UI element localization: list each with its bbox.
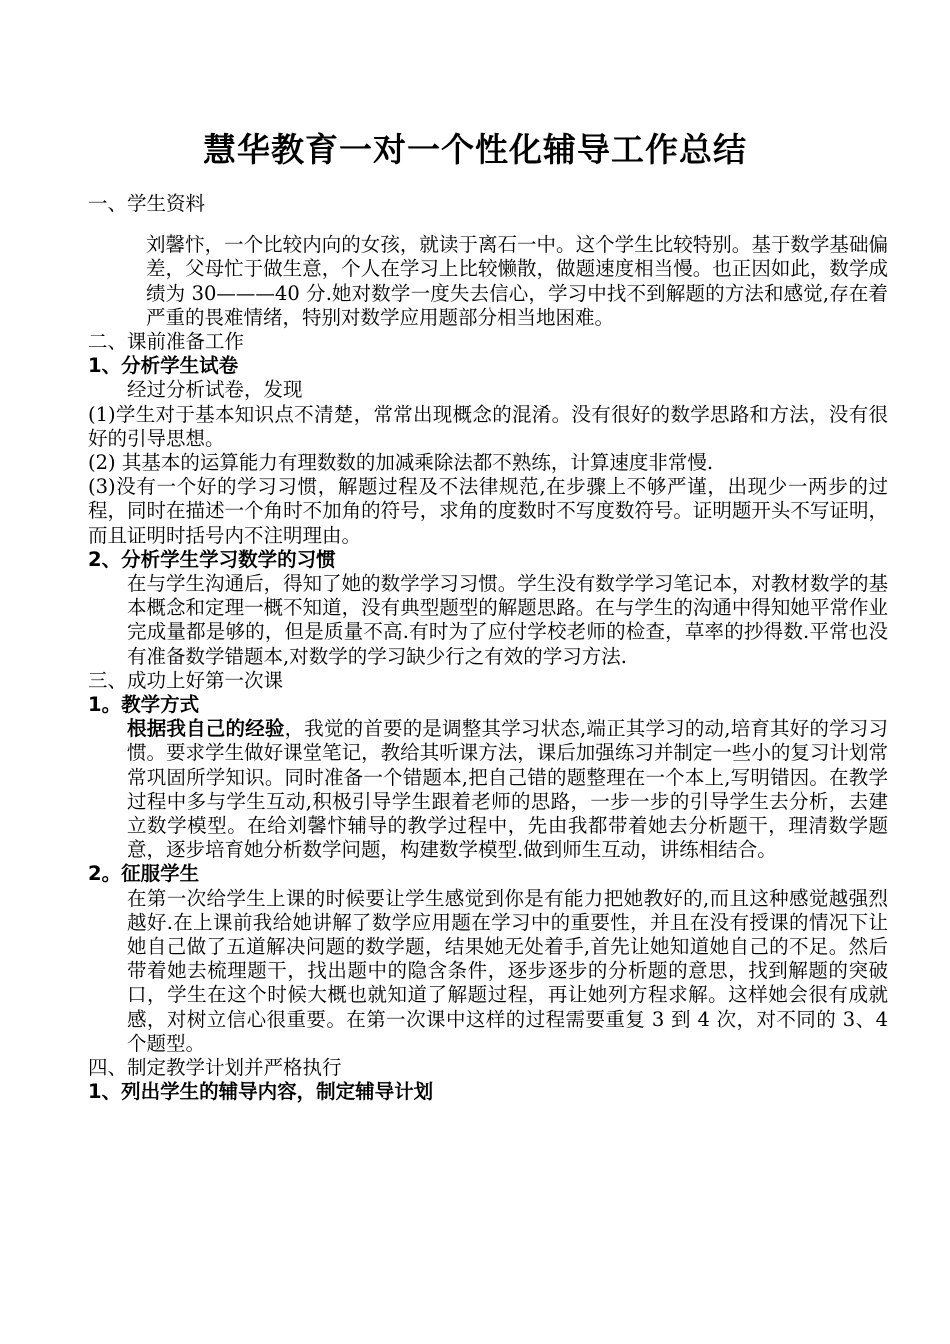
student-info-paragraph: 刘馨忭，一个比较内向的女孩，就读于离石一中。这个学生比较特别。基于数学基础偏差，父母忙于做生意，个人在学习上比较懒散，做题速度相当慢。也正因如此，数学成绩为 30———40 分.她对数学一度失去信心，学习中找不到解题的方法和感觉,存在着严重的畏难情绪，特别对数学应用题部分相当地困难。 [146,233,888,329]
section-heading-plan: 四、制定教学计划并严格执行 [88,1055,342,1079]
spacer [88,216,888,233]
analysis-item-3: (3)没有一个好的学习习惯，解题过程及不法律规范,在步骤上不够严谨，出现少一两步的过程，同时在描述一个角时不加角的符号，求角的度数时不写度数符号。证明题开头不写证明，而且证明时括号内不注明理由。 [88,475,888,547]
section-heading-student-info: 一、学生资料 [88,192,206,215]
subheading-tutoring-plan: 1、列出学生的辅导内容，制定辅导计划 [88,1080,434,1104]
analyze-papers-intro: 经过分析试卷，发现 [127,378,303,402]
analysis-item-2: (2) 其基本的运算能力有理数数的加减乘除法都不熟练，计算速度非常慢. [88,450,714,474]
study-habits-paragraph: 在与学生沟通后，得知了她的数学学习习惯。学生没有数学学习笔记本，对教材数学的基本概念和定理一概不知道，没有典型题型的解题思路。在与学生的沟通中得知她平常作业完成量都是够的，但是质量不高.有时为了应付学校老师的检查，草率的抄得数.平常也没有准备数学错题本,对数学的学习缺少行之有效的学习方法. [127,571,888,668]
subheading-win-student: 2。征服学生 [88,862,200,886]
subheading-study-habits: 2、分析学生学习数学的习惯 [88,547,336,571]
win-student-paragraph: 在第一次给学生上课的时候要让学生感觉到你是有能力把她教好的,而且这种感觉越强烈越好.在上课前我给她讲解了数学应用题在学习中的重要性，并且在没有授课的情况下让她自己做了五道解决问题的数学题，结果她无处着手,首先让她知道她自己的不足。然后带着她去梳理题干，找出题中的隐含条件，逐步逐步的分析题的意思，找到解题的突破口，学生在这个时候大概也就知道了解题过程，再让她列方程求解。这样她会很有成就感，对树立信心很重要。在第一次课中这样的过程需要重复 3 到 4 次，对不同的 3、4 个题型。 [127,886,888,1055]
analysis-item-1: (1)学生对于基本知识点不清楚，常常出现概念的混淆。没有很好的数学思路和方法，没有很好的引导思想。 [88,402,888,450]
document-title: 慧华教育一对一个性化辅导工作总结 [203,130,747,169]
section-heading-preparation: 二、课前准备工作 [88,330,245,353]
teaching-method-lead: 根据我自己的经验 [127,717,285,741]
document-body [88,192,888,1104]
teaching-method-text: ，我觉的首要的是调整其学习状态,端正其学习的动,培育其好的学习习惯。要求学生做好课堂笔记，教给其听课方法，课后加强练习并制定一些小的复习计划常常巩固所学知识。同时准备一个错题本,把自己错的题整理在一个本上,写明错因。在教学过程中多与学生互动,积极引导学生跟着老师的思路，一步一步的引导学生去分析，去建立数学模型。在给刘馨忭辅导的教学过程中，先由我都带着她去分析题干，理清数学题意，逐步培育她分析数学问题，构建数学模型.做到师生互动，讲练相结合。 [127,717,888,862]
teaching-method-paragraph [88,717,888,862]
section-heading-first-lesson: 三、成功上好第一次课 [88,668,284,692]
subheading-analyze-papers: 1、分析学生试卷 [88,354,239,378]
subheading-teaching-method: 1。教学方式 [88,692,200,716]
